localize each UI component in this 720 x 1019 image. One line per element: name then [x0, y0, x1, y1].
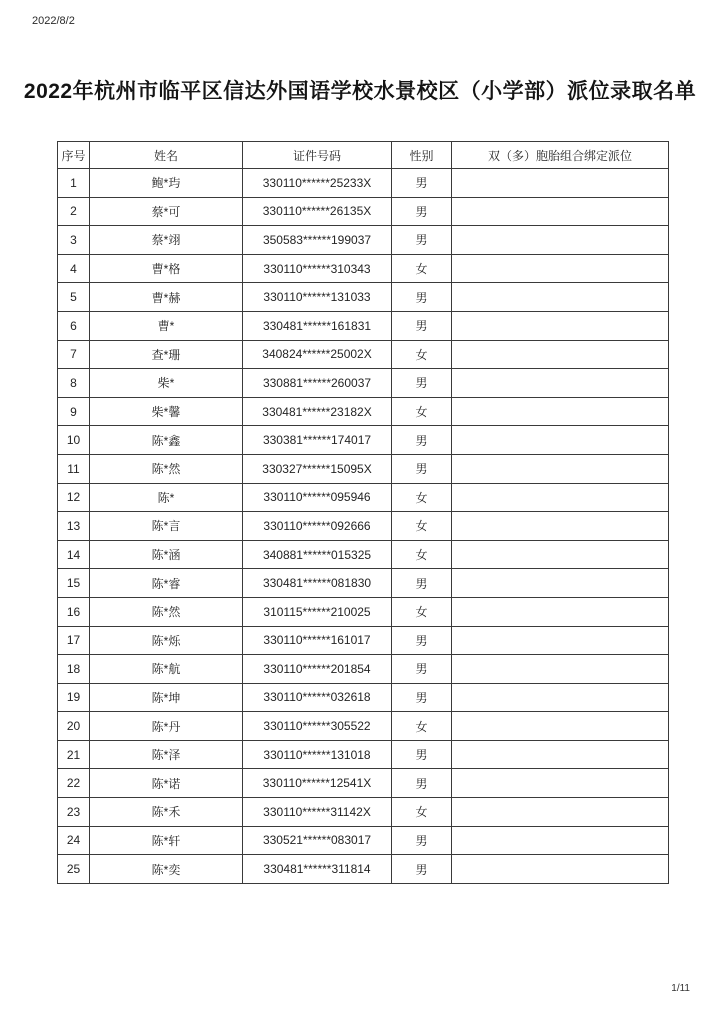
table-cell: 陈*鑫 [90, 426, 243, 455]
table-cell: 陈*睿 [90, 569, 243, 598]
table-cell: 330110******25233X [243, 169, 392, 198]
table-cell [452, 397, 669, 426]
column-header: 姓名 [90, 142, 243, 169]
table-cell: 陈*坤 [90, 683, 243, 712]
table-header-row [58, 142, 669, 169]
table-cell [452, 769, 669, 798]
table-cell: 23 [58, 798, 90, 827]
table-row [58, 769, 669, 798]
table-cell [452, 626, 669, 655]
table-row [58, 798, 669, 827]
table-cell: 陈*涵 [90, 540, 243, 569]
table-cell: 柴* [90, 369, 243, 398]
table-cell [452, 683, 669, 712]
page-title: 2022年杭州市临平区信达外国语学校水景校区（小学部）派位录取名单 [23, 80, 697, 103]
table-row [58, 626, 669, 655]
table-cell: 330110******310343 [243, 254, 392, 283]
table-cell: 女 [392, 798, 452, 827]
table-cell [452, 512, 669, 541]
table-cell [452, 855, 669, 884]
table-cell: 350583******199037 [243, 226, 392, 255]
table-cell [452, 426, 669, 455]
table-cell: 8 [58, 369, 90, 398]
table-cell: 330881******260037 [243, 369, 392, 398]
table-cell: 鲍*玙 [90, 169, 243, 198]
table-cell: 柴*馨 [90, 397, 243, 426]
table-cell: 男 [392, 454, 452, 483]
table-cell: 陈*烁 [90, 626, 243, 655]
table-cell [452, 712, 669, 741]
table-cell: 女 [392, 340, 452, 369]
table-cell: 陈*诺 [90, 769, 243, 798]
table-cell: 330521******083017 [243, 826, 392, 855]
table-row [58, 254, 669, 283]
table-cell: 330110******032618 [243, 683, 392, 712]
table-cell: 蔡*翊 [90, 226, 243, 255]
table-cell: 7 [58, 340, 90, 369]
table-cell: 330327******15095X [243, 454, 392, 483]
table-cell: 女 [392, 540, 452, 569]
table-cell: 男 [392, 369, 452, 398]
table-cell: 男 [392, 569, 452, 598]
table-cell: 330481******311814 [243, 855, 392, 884]
table-row [58, 340, 669, 369]
table-cell: 男 [392, 855, 452, 884]
table-cell: 女 [392, 397, 452, 426]
table-cell: 330110******12541X [243, 769, 392, 798]
table-cell: 男 [392, 683, 452, 712]
table-cell: 陈*丹 [90, 712, 243, 741]
table-cell: 14 [58, 540, 90, 569]
table-cell: 陈*然 [90, 597, 243, 626]
table-cell [452, 655, 669, 684]
table-row [58, 311, 669, 340]
table-row [58, 569, 669, 598]
table-cell: 3 [58, 226, 90, 255]
table-cell: 21 [58, 740, 90, 769]
table-cell: 10 [58, 426, 90, 455]
table-cell: 男 [392, 169, 452, 198]
column-header: 性别 [392, 142, 452, 169]
table-cell [452, 798, 669, 827]
table-cell: 13 [58, 512, 90, 541]
table-row [58, 454, 669, 483]
table-cell: 340824******25002X [243, 340, 392, 369]
table-cell: 曹*赫 [90, 283, 243, 312]
table-cell: 16 [58, 597, 90, 626]
table-cell: 男 [392, 426, 452, 455]
table-cell: 330381******174017 [243, 426, 392, 455]
table-cell: 9 [58, 397, 90, 426]
table-cell: 男 [392, 826, 452, 855]
table-row [58, 597, 669, 626]
table-cell: 25 [58, 855, 90, 884]
table-body [58, 169, 669, 884]
table-cell: 310115******210025 [243, 597, 392, 626]
column-header: 证件号码 [243, 142, 392, 169]
table-cell [452, 454, 669, 483]
column-header: 序号 [58, 142, 90, 169]
table-cell [452, 169, 669, 198]
table-cell: 陈* [90, 483, 243, 512]
table-cell: 男 [392, 626, 452, 655]
table-cell: 女 [392, 712, 452, 741]
table-cell: 男 [392, 740, 452, 769]
table-cell: 女 [392, 512, 452, 541]
table-row [58, 826, 669, 855]
table-cell [452, 340, 669, 369]
table-cell: 5 [58, 283, 90, 312]
table-row [58, 655, 669, 684]
table-cell: 陈*禾 [90, 798, 243, 827]
table-row [58, 512, 669, 541]
table-cell: 330481******081830 [243, 569, 392, 598]
table-cell: 男 [392, 769, 452, 798]
table-cell: 男 [392, 197, 452, 226]
table-row [58, 483, 669, 512]
column-header: 双（多）胞胎组合绑定派位 [452, 142, 669, 169]
table-cell: 4 [58, 254, 90, 283]
table-cell: 330481******161831 [243, 311, 392, 340]
table-cell: 330110******161017 [243, 626, 392, 655]
table-cell [452, 283, 669, 312]
table-row [58, 540, 669, 569]
table-cell: 男 [392, 311, 452, 340]
table-cell: 330110******131033 [243, 283, 392, 312]
table-cell: 女 [392, 483, 452, 512]
table-cell: 20 [58, 712, 90, 741]
print-date: 2022/8/2 [32, 15, 75, 27]
table-row [58, 283, 669, 312]
table-cell: 330110******131018 [243, 740, 392, 769]
table-row [58, 855, 669, 884]
table-cell: 330110******095946 [243, 483, 392, 512]
table-cell: 蔡*可 [90, 197, 243, 226]
table-cell: 15 [58, 569, 90, 598]
table-row [58, 197, 669, 226]
table-cell: 330110******31142X [243, 798, 392, 827]
table-cell: 女 [392, 597, 452, 626]
table-cell [452, 597, 669, 626]
table-cell: 18 [58, 655, 90, 684]
table-cell: 男 [392, 226, 452, 255]
table-cell: 曹*格 [90, 254, 243, 283]
table-cell: 24 [58, 826, 90, 855]
table-cell [452, 311, 669, 340]
table-cell: 330110******092666 [243, 512, 392, 541]
table-row [58, 369, 669, 398]
table-cell: 曹* [90, 311, 243, 340]
table-row [58, 397, 669, 426]
table-cell: 陈*奕 [90, 855, 243, 884]
table-cell: 17 [58, 626, 90, 655]
table-cell [452, 254, 669, 283]
table-cell: 陈*然 [90, 454, 243, 483]
table-cell: 19 [58, 683, 90, 712]
table-cell: 陈*泽 [90, 740, 243, 769]
table-cell: 12 [58, 483, 90, 512]
table-cell: 11 [58, 454, 90, 483]
table-cell [452, 540, 669, 569]
table-row [58, 426, 669, 455]
table-cell [452, 483, 669, 512]
table-cell: 6 [58, 311, 90, 340]
table-cell [452, 226, 669, 255]
table-cell [452, 569, 669, 598]
table-cell [452, 740, 669, 769]
table-row [58, 169, 669, 198]
table-cell: 330110******305522 [243, 712, 392, 741]
table-cell: 查*珊 [90, 340, 243, 369]
table-cell: 男 [392, 655, 452, 684]
table-row [58, 226, 669, 255]
table-cell: 330110******26135X [243, 197, 392, 226]
table-cell: 男 [392, 283, 452, 312]
table-cell: 女 [392, 254, 452, 283]
table-cell: 340881******015325 [243, 540, 392, 569]
table-row [58, 712, 669, 741]
table-cell: 22 [58, 769, 90, 798]
table-cell: 1 [58, 169, 90, 198]
table-cell [452, 369, 669, 398]
table-cell: 陈*航 [90, 655, 243, 684]
table-cell: 陈*言 [90, 512, 243, 541]
table-cell [452, 197, 669, 226]
table-cell: 330481******23182X [243, 397, 392, 426]
page-number: 1/11 [671, 983, 690, 994]
table-cell: 陈*轩 [90, 826, 243, 855]
table-cell: 330110******201854 [243, 655, 392, 684]
table-cell [452, 826, 669, 855]
table-row [58, 683, 669, 712]
table-cell: 2 [58, 197, 90, 226]
table-row [58, 740, 669, 769]
admission-roster-table [57, 141, 669, 884]
